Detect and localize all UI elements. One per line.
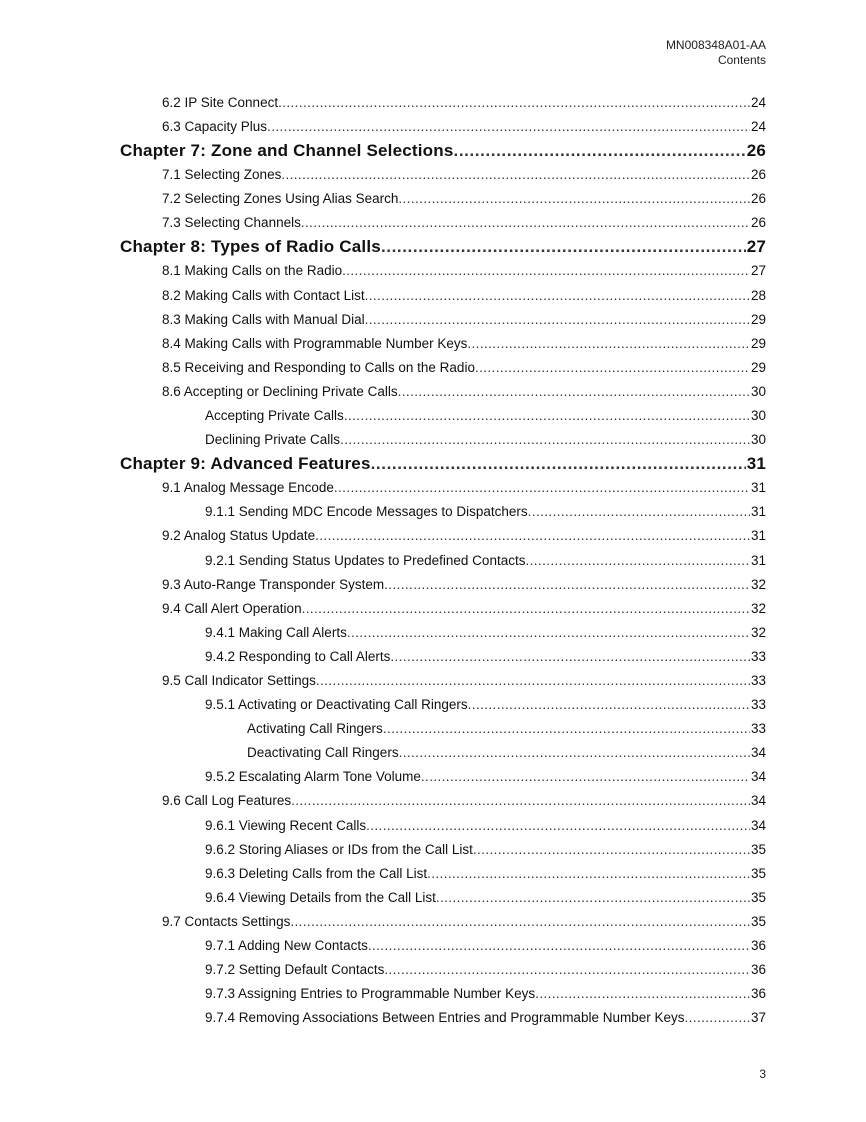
toc-entry-title: 9.6.1 Viewing Recent Calls: [205, 817, 367, 833]
toc-entry[interactable]: [120, 500, 766, 524]
toc-leader-dots: [398, 187, 750, 211]
toc-entry-title: 9.5 Call Indicator Settings: [162, 672, 316, 688]
toc-entry-title: Declining Private Calls: [205, 432, 341, 448]
toc-entry[interactable]: [120, 693, 766, 717]
toc-chapter-entry[interactable]: [120, 139, 766, 163]
toc-entry-title: 8.4 Making Calls with Programmable Number Keys: [162, 335, 468, 351]
toc-entry-title: 9.6.2 Storing Aliases or IDs from the Call List: [205, 841, 473, 857]
toc-entry-title: 8.3 Making Calls with Manual Dial: [162, 311, 365, 327]
toc-entry-page: 33: [750, 648, 766, 664]
toc-entry-page: 36: [750, 986, 766, 1002]
toc-entry-page: 28: [750, 287, 766, 303]
toc-entry[interactable]: [120, 789, 766, 813]
toc-entry-title: 8.5 Receiving and Responding to Calls on the Radio: [162, 359, 475, 375]
toc-entry-page: 32: [750, 600, 766, 616]
toc-entry-page: 26: [750, 167, 766, 183]
toc-leader-dots: [344, 404, 750, 428]
toc-entry[interactable]: [120, 476, 766, 500]
toc-entry-title: 9.7.3 Assigning Entries to Programmable Number Keys: [205, 986, 536, 1002]
toc-entry-page: 34: [750, 817, 766, 833]
toc-entry-page: 37: [750, 1010, 766, 1026]
toc-leader-dots: [315, 524, 750, 548]
toc-entry[interactable]: [120, 814, 766, 838]
toc-leader-dots: [267, 115, 750, 139]
toc-entry-title: 9.1 Analog Message Encode: [162, 480, 334, 496]
toc-entry[interactable]: [120, 163, 766, 187]
toc-entry-page: 35: [750, 841, 766, 857]
toc-entry[interactable]: [120, 910, 766, 934]
page-header: [666, 38, 766, 68]
toc-entry-title: 8.1 Making Calls on the Radio: [162, 263, 343, 279]
toc-entry-title: 8.2 Making Calls with Contact List: [162, 287, 365, 303]
toc-entry[interactable]: [120, 524, 766, 548]
toc-leader-dots: [281, 163, 750, 187]
toc-entry[interactable]: [120, 549, 766, 573]
toc-leader-dots: [427, 862, 750, 886]
toc-entry-title: 9.7.2 Setting Default Contacts: [205, 962, 385, 978]
toc-entry[interactable]: [120, 645, 766, 669]
toc-leader-dots: [384, 958, 750, 982]
toc-entry[interactable]: [120, 428, 766, 452]
toc-entry[interactable]: [120, 886, 766, 910]
toc-entry-title: Chapter 9: Advanced Features: [120, 454, 371, 474]
toc-entry[interactable]: [120, 284, 766, 308]
toc-entry-title: 9.3 Auto-Range Transponder System: [162, 576, 385, 592]
toc-entry[interactable]: [120, 356, 766, 380]
toc-leader-dots: [302, 597, 750, 621]
toc-entry[interactable]: [120, 741, 766, 765]
toc-entry-page: 30: [750, 408, 766, 424]
toc-entry-title: 9.7.4 Removing Associations Between Entries and Programmable Number Keys: [205, 1010, 685, 1026]
toc-entry[interactable]: [120, 1006, 766, 1030]
toc-entry-page: 32: [750, 624, 766, 640]
toc-leader-dots: [399, 741, 750, 765]
toc-entry-title: 9.4 Call Alert Operation: [162, 600, 302, 616]
toc-entry-page: 35: [750, 913, 766, 929]
toc-entry-page: 31: [750, 504, 766, 520]
toc-leader-dots: [365, 284, 750, 308]
toc-entry-title: Chapter 7: Zone and Channel Selections: [120, 141, 454, 161]
toc-leader-dots: [278, 91, 750, 115]
toc-leader-dots: [436, 886, 750, 910]
toc-entry-title: 9.4.2 Responding to Call Alerts: [205, 648, 391, 664]
toc-entry[interactable]: [120, 958, 766, 982]
toc-leader-dots: [290, 910, 750, 934]
toc-entry[interactable]: [120, 621, 766, 645]
toc-entry-page: 30: [750, 432, 766, 448]
toc-entry-title: Deactivating Call Ringers: [247, 745, 399, 761]
toc-entry[interactable]: [120, 259, 766, 283]
toc-leader-dots: [467, 332, 750, 356]
toc-entry-title: 9.5.2 Escalating Alarm Tone Volume: [205, 769, 421, 785]
toc-entry[interactable]: [120, 380, 766, 404]
toc-leader-dots: [365, 308, 750, 332]
toc-entry[interactable]: [120, 982, 766, 1006]
document-id: MN008348A01-AA: [665, 38, 766, 52]
toc-entry-page: 24: [750, 119, 766, 135]
toc-entry-page: 36: [750, 938, 766, 953]
toc-entry-page: 29: [750, 359, 766, 375]
toc-entry-title: 6.3 Capacity Plus: [162, 119, 268, 135]
toc-entry-title: 9.7 Contacts Settings: [162, 913, 291, 929]
toc-entry[interactable]: [120, 91, 766, 115]
toc-entry-page: 29: [750, 311, 766, 327]
toc-entry-title: 9.7.1 Adding New Contacts: [205, 938, 368, 953]
toc-entry[interactable]: [120, 332, 766, 356]
toc-entry-title: Chapter 8: Types of Radio Calls: [120, 237, 381, 257]
toc-entry-title: 9.6 Call Log Features: [162, 793, 292, 809]
toc-entry-page: 31: [746, 454, 766, 474]
toc-entry-title: 6.2 IP Site Connect: [162, 95, 279, 110]
toc-entry[interactable]: [120, 934, 766, 958]
toc-entry-title: 9.5.1 Activating or Deactivating Call Ringers: [205, 697, 468, 713]
toc-chapter-entry[interactable]: [120, 235, 766, 259]
toc-leader-dots: [535, 982, 750, 1006]
toc-leader-dots: [525, 549, 750, 573]
toc-entry-title: 9.4.1 Making Call Alerts: [205, 624, 347, 640]
toc-entry-page: 24: [750, 95, 766, 110]
toc-leader-dots: [421, 765, 750, 789]
toc-entry-page: 33: [750, 721, 766, 737]
toc-leader-dots: [454, 139, 746, 163]
toc-leader-dots: [301, 211, 750, 235]
toc-entry-page: 34: [750, 793, 766, 809]
toc-entry-title: 9.2 Analog Status Update: [162, 528, 316, 544]
toc-entry[interactable]: [120, 115, 766, 139]
toc-entry[interactable]: [120, 597, 766, 621]
toc-leader-dots: [468, 693, 750, 717]
toc-leader-dots: [384, 573, 750, 597]
toc-entry-title: 7.2 Selecting Zones Using Alias Search: [162, 191, 399, 207]
toc-entry[interactable]: [120, 765, 766, 789]
toc-entry-page: 26: [750, 191, 766, 207]
toc-leader-dots: [342, 259, 750, 283]
toc-leader-dots: [475, 356, 750, 380]
toc-entry-page: 26: [746, 141, 766, 161]
toc-entry-page: 35: [750, 865, 766, 881]
toc-entry-page: 31: [750, 480, 766, 496]
toc-leader-dots: [390, 645, 750, 669]
toc-leader-dots: [528, 500, 750, 524]
toc-chapter-entry[interactable]: [120, 452, 766, 476]
toc-entry-page: 33: [750, 672, 766, 688]
toc-entry-page: 31: [750, 552, 766, 568]
toc-leader-dots: [383, 717, 750, 741]
toc-entry[interactable]: [120, 308, 766, 332]
toc-leader-dots: [371, 452, 746, 476]
toc-entry-page: 34: [750, 745, 766, 761]
toc-entry-page: 34: [750, 769, 766, 785]
section-label: Contents: [717, 53, 766, 67]
toc-entry-title: 7.1 Selecting Zones: [162, 167, 282, 183]
toc-entry-page: 33: [750, 697, 766, 713]
toc-entry-page: 32: [750, 576, 766, 592]
toc-leader-dots: [316, 669, 750, 693]
toc-entry-title: Activating Call Ringers: [247, 721, 383, 737]
toc-entry-page: 27: [750, 263, 766, 279]
toc-entry[interactable]: [120, 862, 766, 886]
toc-leader-dots: [334, 476, 750, 500]
toc-entry-title: 9.1.1 Sending MDC Encode Messages to Dispatchers: [205, 504, 528, 520]
toc-entry-page: 36: [750, 962, 766, 978]
table-of-contents: [120, 91, 766, 1030]
toc-entry-title: 9.2.1 Sending Status Updates to Predefined Contacts: [205, 552, 526, 568]
toc-entry-page: 35: [750, 889, 766, 905]
toc-entry[interactable]: [120, 211, 766, 235]
toc-leader-dots: [291, 789, 750, 813]
toc-entry-title: 9.6.4 Viewing Details from the Call List: [205, 889, 436, 905]
toc-entry[interactable]: [120, 717, 766, 741]
toc-entry-title: 8.6 Accepting or Declining Private Calls: [162, 383, 398, 399]
toc-leader-dots: [381, 235, 746, 259]
toc-leader-dots: [473, 838, 750, 862]
toc-leader-dots: [368, 934, 750, 958]
toc-entry[interactable]: [120, 187, 766, 211]
toc-entry-page: 29: [750, 335, 766, 351]
toc-leader-dots: [398, 380, 750, 404]
toc-entry-title: Accepting Private Calls: [205, 408, 344, 424]
toc-entry-page: 30: [750, 383, 766, 399]
page-number: 3: [759, 1067, 766, 1081]
toc-entry[interactable]: [120, 669, 766, 693]
toc-leader-dots: [366, 814, 750, 838]
toc-entry-title: 7.3 Selecting Channels: [162, 215, 301, 231]
toc-entry-page: 26: [750, 215, 766, 231]
toc-leader-dots: [685, 1006, 750, 1030]
toc-entry-title: 9.6.3 Deleting Calls from the Call List: [205, 865, 428, 881]
toc-entry[interactable]: [120, 404, 766, 428]
toc-entry-page: 31: [750, 528, 766, 544]
toc-entry[interactable]: [120, 838, 766, 862]
toc-leader-dots: [340, 428, 750, 452]
toc-leader-dots: [347, 621, 750, 645]
toc-entry[interactable]: [120, 573, 766, 597]
toc-entry-page: 27: [746, 237, 766, 257]
